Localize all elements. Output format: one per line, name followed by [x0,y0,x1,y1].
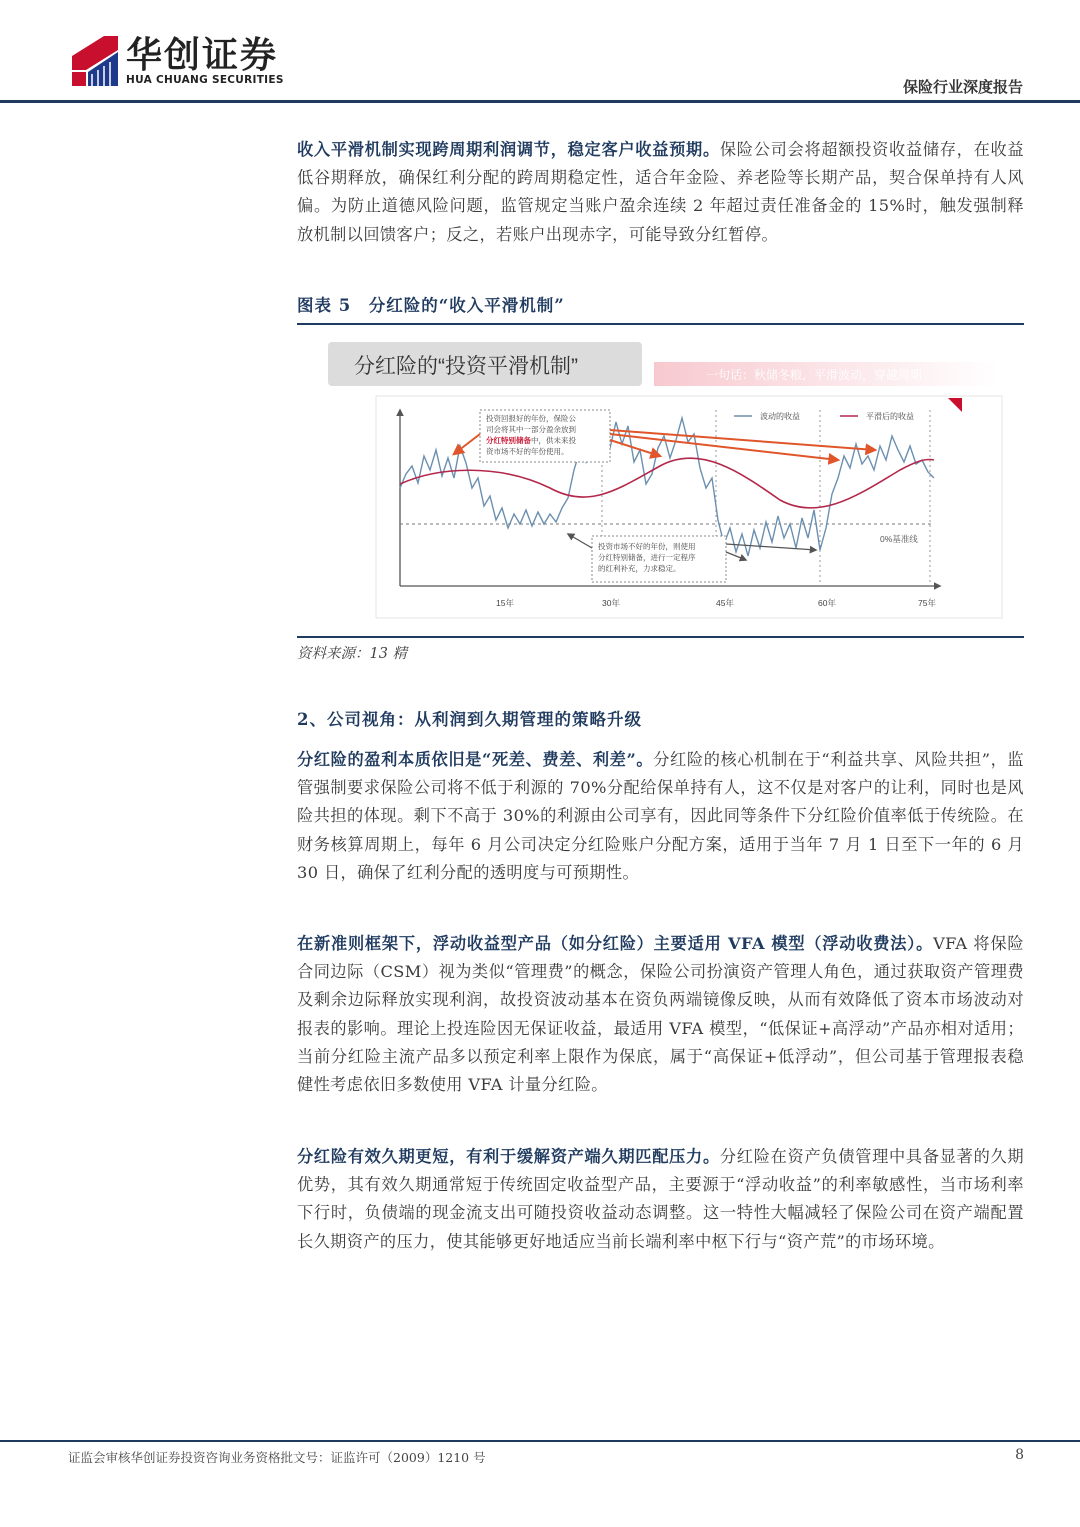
x-tick-label: 45年 [716,598,734,608]
paragraph-3-body: VFA 将保险合同边际（CSM）视为类似“管理费”的概念，保险公司扮演资产管理人角色，通过获取资产管理费及剩余边际释放实现利润，故投资波动基本在资负两端镜像反映，从而有效降低了资本市场波动对报表的影响。理论上投连险因无保证收益，最适用 VFA 模型，“低保证+高浮动”产品亦相对适用；当前分红险主流产品多以预定利率上限作为保底，属于“高保证+低浮动”，但公司基于管理报表稳健性考虑依旧多数使用 VFA 计量分红险。 [297,934,1024,1095]
header-divider [0,100,1080,103]
paragraph-4-body: 分红险在资产负债管理中具备显著的久期优势，其有效久期通常短于传统固定收益型产品，主要源于“浮动收益”的利率敏感性，当市场利率下行时，负债端的现金流支出可随投资收益动态调整。这一特性大幅减轻了保险公司在资产端配置长久期资产的压力，使其能够更好地适应当前长端利率中枢下行与“资产荒”的市场环境。 [297,1147,1025,1251]
footer-disclaimer: 证监会审核华创证券投资咨询业务资格批文号：证监许可（2009）1210 号 [68,1450,486,1465]
reserve-callout-line-2: 司会将其中一部分盈余放到 [486,425,576,434]
paragraph-1-lead: 收入平滑机制实现跨周期利润调节，稳定客户收益预期。 [297,140,720,159]
report-type-label: 保险行业深度报告 [902,78,1023,96]
paragraph-1-body: 保险公司会将超额投资收益储存，在收益低谷期释放，确保红利分配的跨周期稳定性，适合年金险、养老险等长期产品，契合保单持有人风偏。为防止道德风险问题，监管规定当账户盈余连续 2 年超过责任准备金的 15%时，触发强制释放机制以回馈客户；反之，若账户出现赤字，可能导致分红暂停。 [297,140,1025,244]
figure-bottom-rule [297,636,1024,638]
legend-volatile-label: 波动的收益 [760,412,800,421]
paragraph-3 [297,930,1024,1099]
paragraph-3-lead: 在新准则框架下，浮动收益型产品（如分红险）主要适用 VFA 模型（浮动收费法）。 [297,934,934,953]
reserve-callout-line-1: 投资回报好的年份，保险公 [486,414,576,423]
supplement-callout-line-2: 分红特别储备，进行一定程序 [598,553,696,562]
banner-slogan: 一句话：秋储冬粮，平滑波动，穿越周期 [706,368,923,382]
reserve-callout-line-3: 中，供未来投 [531,436,576,445]
x-tick-label: 15年 [496,598,514,608]
page-number: 8 [1015,1447,1024,1463]
supplement-callout-line-1: 投资市场不好的年份，则使用 [598,542,696,551]
legend-smoothed-label: 平滑后的收益 [866,412,914,421]
figure-canvas [320,338,1010,628]
paragraph-4 [297,1143,1024,1256]
x-tick-label: 60年 [818,598,836,608]
x-tick-label: 30年 [602,598,620,608]
paragraph-2-lead: 分红险的盈利本质依旧是“死差、费差、利差”。 [297,750,654,769]
x-tick-label: 75年 [918,598,936,608]
supplement-callout-line-3: 的红利补充，力求稳定。 [598,564,681,573]
reserve-callout-highlight: 分红特别储备 [486,436,531,445]
figure-title: 图表 5 分红险的“收入平滑机制” [297,296,565,315]
figure-top-rule [297,323,1024,325]
baseline-label: 0%基准线 [880,534,918,544]
logo-chinese-name: 华创证券 [126,35,279,76]
reserve-callout-line-4: 资市场不好的年份使用。 [486,447,569,456]
page-header [0,0,1080,104]
paragraph-1 [297,136,1024,249]
paragraph-2-body: 分红险的核心机制在于“利益共享、风险共担”，监管强制要求保险公司将不低于利源的 70%分配给保单持有人，这不仅是对客户的让利，同时也是风险共担的体现。剩下不高于 30%的利源由公司享有，因此同等条件下分红险价值率低于传统险。在财务核算周期上，每年 6 月公司决定分红险账户分配方案，适用于当年 7 月 1 日至下一年的 6 月 30 日，确保了红利分配的透明度与可预期性。 [297,750,1025,882]
figure-source: 资料来源：13 精 [297,646,408,662]
section-title: 2、公司视角：从利润到久期管理的策略升级 [297,710,642,729]
smoothing-mechanism-figure [320,338,1010,628]
footer-divider [0,1440,1080,1442]
chart-frame [376,396,1002,618]
logo-english-name: HUA CHUANG SECURITIES [126,74,284,86]
paragraph-2 [297,746,1024,887]
paragraph-4-lead: 分红险有效久期更短，有利于缓解资产端久期匹配压力。 [297,1147,720,1166]
banner-title: 分红险的“投资平滑机制” [354,355,578,378]
hua-chuang-logo-icon [70,36,120,88]
